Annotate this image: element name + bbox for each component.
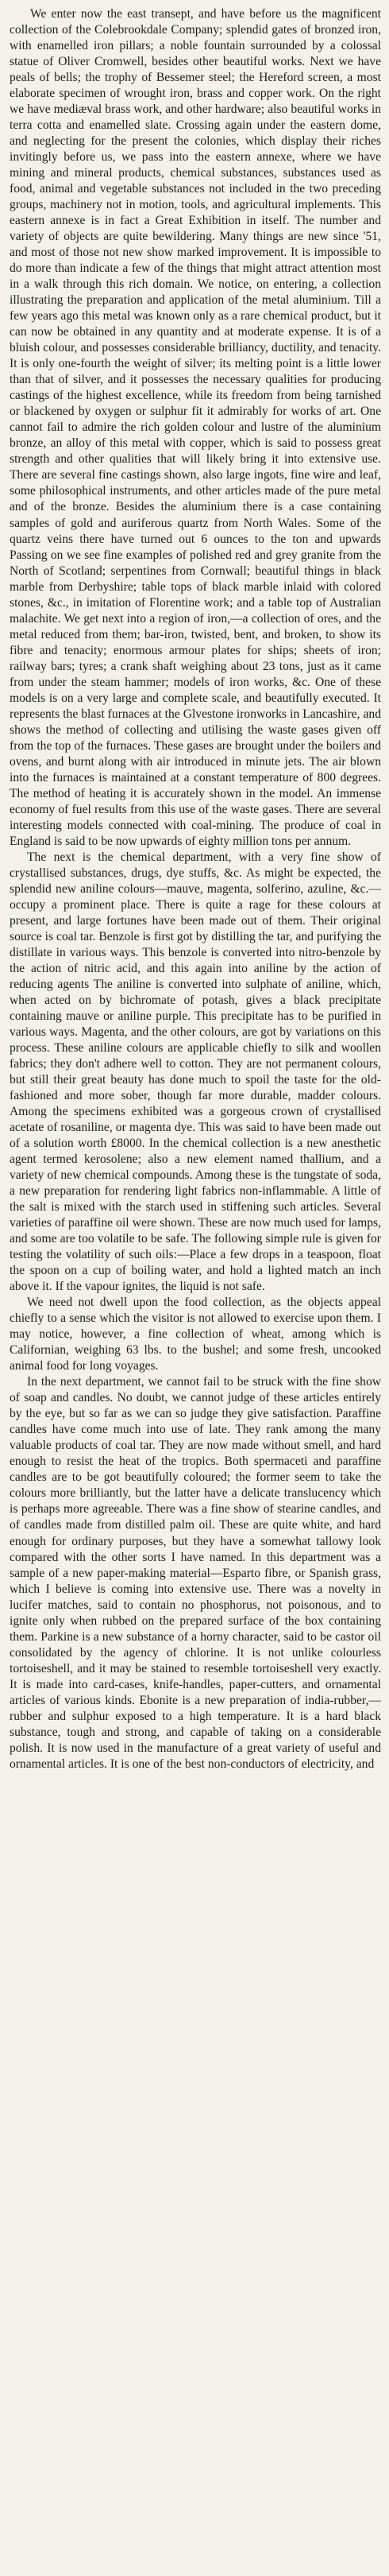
article-paragraph-east-transept: We enter now the east transept, and have before us the magnificent collection of the Colebrookdale Company; splendid gates of bronzed iron, with enamelled iron pillars; a noble fountain surrounded by a colossal statue of Oliver Cromwell, besides other beautiful works. Next we have peals of bells; the trophy of Bessemer steel; the Hereford screen, a most elaborate specimen of wrought iron, brass and copper work. On the right we have mediæval brass work, and other hardware; also beautiful works in terra cotta and enamelled slate. Crossing again under the eastern dome, and neglecting for the present the colonies, which display their riches invitingly before us, we pass into the eastern annexe, where we have mining and mineral products, chemical substances, substances used as food, animal and vegetable substances not included in the two preceding groups, machinery not in motion, tools, and agricultural implements. This eastern annexe is in fact a Great Exhibition in itself. The number and variety of objects are quite bewildering. Many things are new since '51, and most of those not new show marked improvement. It is impossible to do more than indicate a few of the things that might attract attention most in a walk through this rich domain. We notice, on entering, a collection illustrating the preparation and application of the metal aluminium. Till a few years ago this metal was known only as a rare chemical product, but it can now be obtained in any quantity and at moderate expense. It is of a bluish colour, and possesses considerable brilliancy, ductility, and tenacity. It is only one-fourth the weight of silver; its melting point is a little lower than that of silver, and it possesses the necessary qualities for producing castings of the highest excellence, while its freedom from being tarnished or blackened by oxygen or sulphur fit it admirably for works of art. One cannot fail to admire the rich golden colour and lustre of the aluminium bronze, an alloy of this metal with copper, which is said to possess great strength and other qualities that will likely bring it into extensive use. There are several fine castings shown, also large ingots, fine wire and leaf, some philosophical instruments, and other articles made of the pure metal and of the bronze. Besides the aluminium there is a case containing samples of gold and auriferous quartz from North Wales. Some of the quartz veins there have turned out 6 ounces to the ton and upwards Passing on we see fine examples of polished red and grey granite from the North of Scotland; serpentines from Cornwall; beautiful things in black marble from Derbyshire; table tops of black marble inlaid with colored stones, &c., in imitation of Florentine work; and a table top of Australian malachite. We get next into a region of iron,—a collection of ores, and the metal reduced from them; bar-iron, twisted, bent, and broken, to show its fibre and tenacity; enormous armour plates for ships; sheets of iron; railway bars; tyres; a crank shaft weighing about 23 tons, just as it came from under the steam hammer; models of iron works, &c. One of these models is on a very large and complete scale, and beautifully executed. It represents the blast furnaces at the Glvestone ironworks in Lancashire, and shows the method of collecting and utilising the waste gases given off from the top of the furnaces. These gases are brought under the boilers and ovens, and burnt along with air introduced in minute jets. The air blown into the furnaces is maintained at a constant temperature of 800 degrees. The method of heating it is accurately shown in the model. An immense economy of fuel results from this use of the waste gases. There are several interesting models connected with coal-mining. The produce of coal in England is said to be now upwards of eighty million tons per annum. [10, 7, 381, 848]
article-paragraph-chemical-department: The next is the chemical department, with a very fine show of crystallised substances, drugs, dye stuffs, &c. As might be expected, the splendid new aniline colours—mauve, magenta, solferino, azuline, &c.—occupy a prominent place. There is quite a rage for these colours at present, and large fortunes have been made out of them. Their original source is coal tar. Benzole is first got by distilling the tar, and purifying the distillate in various ways. This benzole is converted into nitro-benzole by the action of nitric acid, and this again into aniline by the action of reducing agents The aniline is converted into sulphate of aniline, which, when acted on by bichromate of potash, gives a black precipitate containing mauve or aniline purple. This precipitate has to be purified in various ways. Magenta, and the other colours, are got by variations on this process. These aniline colours are applicable chiefly to silk and woollen fabrics; they don't adhere well to cotton. They are not permanent colours, but still their great beauty has done much to spoil the taste for the old-fashioned and more sober, though far more durable, madder colours. Among the specimens exhibited was a gorgeous crown of crystallised acetate of rosaniline, or magenta dye. This was said to have been made out of a solution worth £8000. In the chemical collection is a new anesthetic agent termed kerosolene; also a new element named thallium, and a variety of new chemical compounds. Among these is the tungstate of soda, a new preparation for rendering light fabrics non-inflammable. A little of the salt is mixed with the starch used in stiffening such articles. Several varieties of paraffine oil were shown. These are now much used for lamps, and some are too volatile to be safe. The following simple rule is given for testing the volatility of such oils:—Place a few drops in a teaspoon, float the spoon on a cup of boiling water, and hold a lighted match an inch above it. If the vapour ignites, the liquid is not safe. [10, 850, 381, 1294]
article-paragraph-food-collection: We need not dwell upon the food collection, as the objects appeal chiefly to a sense which the visitor is not allowed to exercise upon them. I may notice, however, a fine collection of wheat, among which is Californian, weighing 63 lbs. to the bushel; and some fresh, uncooked animal food for long voyages. [10, 1296, 381, 1373]
article-paragraph-soap-and-candles: In the next department, we cannot fail to be struck with the fine show of soap and candles. No doubt, we cannot judge of these articles entirely by the eye, but so far as we can so judge they give satisfaction. Paraffine candles have come much into use of late. They rank among the many valuable products of coal tar. They are now made without smell, and hard enough to resist the heat of the tropics. Both spermaceti and paraffine candles are to be got beautifully coloured; the former seem to take the colours more brilliantly, but the latter have a delicate translucency which is perhaps more agreeable. There was a fine show of stearine candles, and of candles made from distilled palm oil. These are quite white, and hard enough for ordinary purposes, but they have a somewhat tallowy look compared with the other sorts I have named. In this department was a sample of a new paper-making material—Esparto fibre, or Spanish grass, which I believe is coming into extensive use. There was a novelty in lucifer matches, said to contain no phosphorus, not poisonous, and to ignite only when rubbed on the prepared surface of the box containing them. Parkine is a new substance of a horny character, said to be castor oil consolidated by the agency of chlorine. It is not unlike colourless tortoiseshell, and it may be stained to resemble tortoiseshell very exactly. It is made into card-cases, knife-handles, paper-cutters, and ornamental articles of various kinds. Ebonite is a new preparation of india-rubber,—rubber and sulphur exposed to a high temperature. It is a hard black substance, tough and strong, and capable of taking on a considerable polish. It is now used in the manufacture of a great variety of useful and ornamental articles. It is one of the best non-conductors of electricity, and [10, 1375, 381, 1771]
